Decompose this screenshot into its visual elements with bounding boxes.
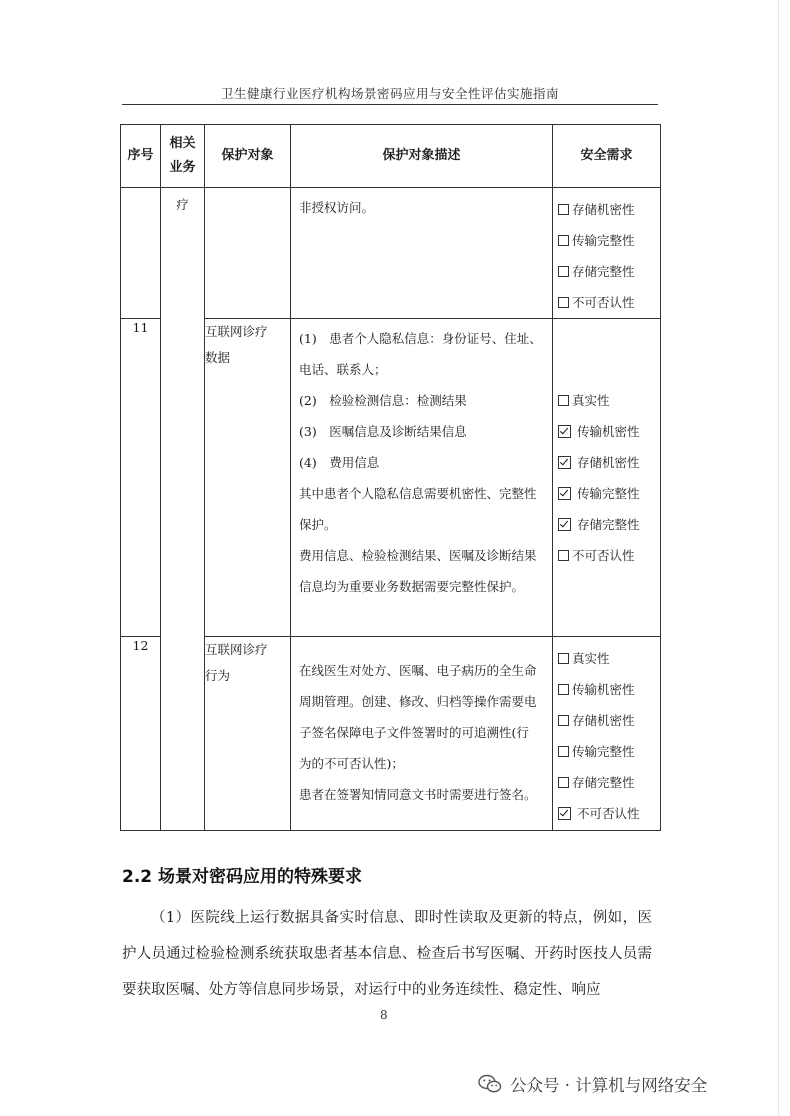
page-number: 8 (380, 1008, 388, 1022)
checkbox-icon (558, 715, 569, 726)
need-continued-item (558, 256, 660, 287)
description-11-line: 电话、联系人； (299, 362, 387, 377)
description-12-line: 子签名保障电子文件签署时的可追溯性(行 (299, 725, 529, 740)
object-label-12-line1: 互联网诊疗 (205, 642, 268, 657)
description-text-continued (291, 188, 552, 223)
checkbox-icon (558, 266, 569, 277)
table-row-continued (121, 188, 661, 319)
business-fragment: 疗 (176, 197, 189, 212)
checked-box-icon (558, 425, 571, 438)
checkbox-icon (558, 204, 569, 215)
running-header: 卫生健康行业医疗机构场景密码应用与安全性评估实施指南 (220, 86, 559, 101)
need-continued-label: 存储完整性 (572, 264, 635, 279)
need-12-item (558, 643, 660, 674)
needs-list-continued (553, 188, 660, 318)
need-continued-label: 不可否认性 (572, 295, 635, 310)
checkbox-icon (558, 777, 569, 788)
description-cell-11 (291, 319, 553, 637)
section-title: 2.2 场景对密码应用的特殊要求 (122, 867, 363, 887)
object-label-11-line2: 数据 (205, 350, 231, 365)
need-12-label: 真实性 (572, 651, 610, 666)
header-seq: 序号 (121, 125, 161, 188)
description-12-line: 在线医生对处方、医嘱、电子病历的全生命 (299, 663, 537, 678)
seq-cell-11: 11 (121, 319, 161, 637)
seq-cell-continued (121, 188, 161, 319)
need-11-item (558, 509, 660, 540)
need-continued-label: 存储机密性 (572, 202, 635, 217)
description-12-line: 患者在签署知情同意文书时需要进行签名。 (299, 787, 537, 802)
object-cell-11 (205, 319, 291, 637)
need-11-label: 存储机密性 (577, 455, 640, 470)
checkbox-icon (558, 746, 569, 757)
object-cell-continued (205, 188, 291, 319)
body-paragraph: （1）医院线上运行数据具备实时信息、即时性读取及更新的特点，例如，医护人员通过检验检测系统获取患者基本信息、检查后书写医嘱、开药时医技人员需要获取医嘱、处方等信息同步场景，对运行中的业务连续性、稳定性、响应 (122, 910, 652, 998)
need-12-label: 不可否认性 (577, 806, 640, 821)
checked-box-icon (558, 487, 571, 500)
need-11-label: 不可否认性 (572, 548, 635, 563)
need-12-label: 传输机密性 (572, 682, 635, 697)
need-12-item (558, 767, 660, 798)
description-cell-12 (291, 637, 553, 831)
need-12-label: 传输完整性 (572, 744, 635, 759)
checkbox-icon (558, 653, 569, 664)
description-11-line: (3) 医嘱信息及诊断结果信息 (299, 424, 467, 439)
need-12-label: 存储完整性 (572, 775, 635, 790)
object-cell-12 (205, 637, 291, 831)
need-11-label: 真实性 (572, 393, 610, 408)
object-label-11-line1: 互联网诊疗 (205, 324, 268, 339)
description-11-line: (4) 费用信息 (299, 455, 380, 470)
needs-cell-12 (553, 637, 661, 831)
description-12-line: 周期管理。创建、修改、归档等操作需要电 (299, 694, 537, 709)
header-needs: 安全需求 (553, 125, 661, 188)
need-11-item (558, 478, 660, 509)
needs-list-12 (553, 637, 660, 829)
wechat-icon (478, 1074, 502, 1094)
needs-list-11 (553, 319, 660, 571)
need-11-label: 存储完整性 (577, 517, 640, 532)
need-continued-item (558, 225, 660, 256)
need-continued-item (558, 287, 660, 318)
watermark-text: 公众号 · 计算机与网络安全 (510, 1076, 708, 1095)
description-cell-continued (291, 188, 553, 319)
header-business: 相关业务 (161, 125, 205, 188)
checkbox-icon (558, 297, 569, 308)
header-object: 保护对象 (205, 125, 291, 188)
checkbox-icon (558, 684, 569, 695)
need-11-item (558, 540, 660, 571)
description-11-line: (1) 患者个人隐私信息：身份证号、住址、 (299, 331, 542, 346)
need-11-item (558, 385, 660, 416)
need-11-item (558, 416, 660, 447)
description-12-line: 为的不可否认性)； (299, 756, 404, 771)
need-11-label: 传输机密性 (577, 424, 640, 439)
description-11-line: 其中患者个人隐私信息需要机密性、完整性 (299, 486, 537, 501)
description-text-11 (291, 319, 552, 602)
description-11-line: 信息均为重要业务数据需要完整性保护。 (299, 579, 525, 594)
description-11-line: (2) 检验检测信息：检测结果 (299, 393, 467, 408)
need-11-item (558, 447, 660, 478)
checkbox-icon (558, 550, 569, 561)
description-11-line: 保护。 (299, 517, 337, 532)
checkbox-icon (558, 235, 569, 246)
description-continued-line: 非授权访问。 (299, 200, 375, 215)
page-edge (778, 0, 779, 1116)
need-continued-label: 传输完整性 (572, 233, 635, 248)
header-description: 保护对象描述 (291, 125, 553, 188)
object-label-12-line2: 行为 (205, 668, 231, 683)
checked-box-icon (558, 456, 571, 469)
need-12-item (558, 798, 660, 829)
needs-cell-continued (553, 188, 661, 319)
need-12-item (558, 674, 660, 705)
need-12-item (558, 736, 660, 767)
watermark (478, 1072, 707, 1096)
need-12-item (558, 705, 660, 736)
need-continued-item (558, 194, 660, 225)
table-header-row (121, 125, 661, 188)
need-12-label: 存储机密性 (572, 713, 635, 728)
need-11-label: 传输完整性 (577, 486, 640, 501)
body-paragraph-container (122, 900, 652, 1008)
checked-box-icon (558, 518, 571, 531)
checked-box-icon (558, 807, 571, 820)
checkbox-icon (558, 395, 569, 406)
seq-cell-12: 12 (121, 637, 161, 831)
needs-cell-11 (553, 319, 661, 637)
description-11-line: 费用信息、检验检测结果、医嘱及诊断结果 (299, 548, 537, 563)
description-text-12 (291, 637, 552, 810)
security-requirements-table (120, 124, 661, 831)
business-cell (161, 188, 205, 831)
header-rule (122, 104, 658, 105)
